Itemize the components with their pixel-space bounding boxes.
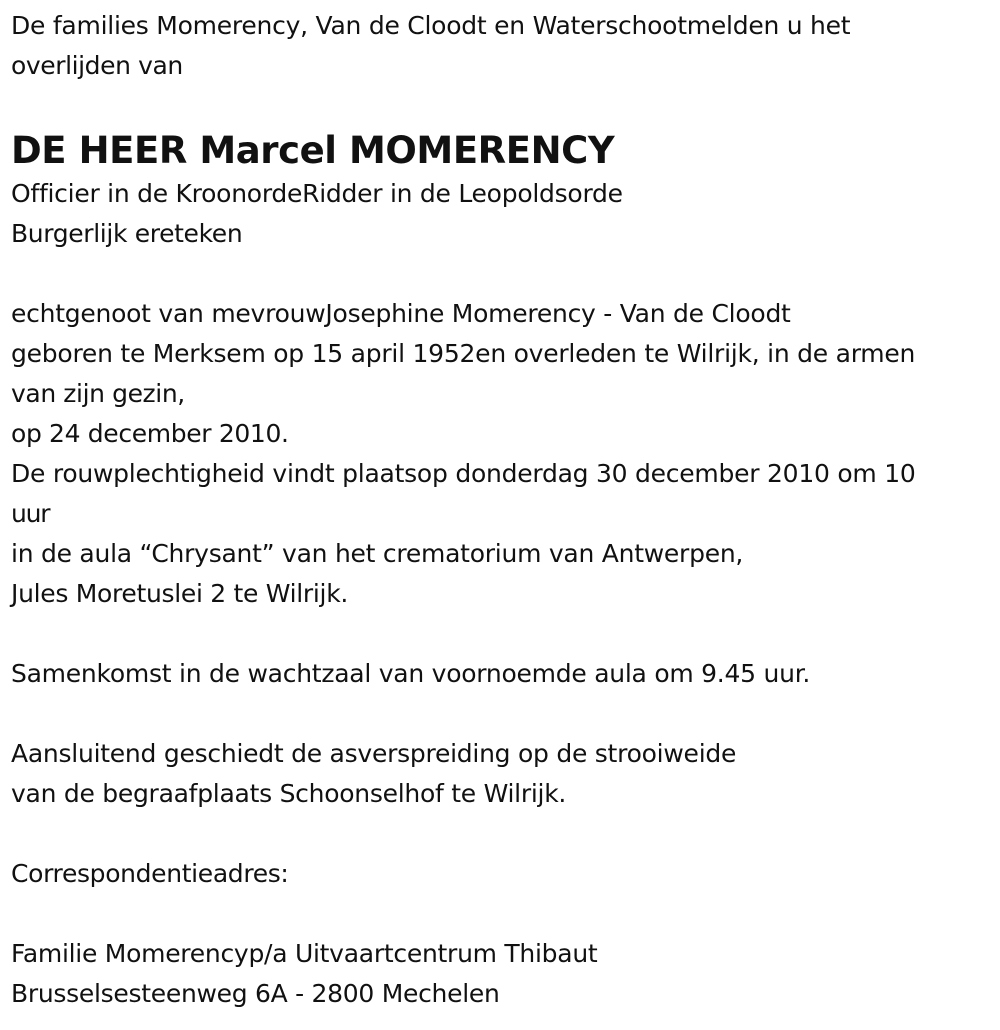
detail-line-3: van zijn gezin, [11, 379, 185, 408]
gathering-line: Samenkomst in de wachtzaal van voornoemde aula om 9.45 uur. [11, 659, 811, 688]
spacer [11, 894, 996, 934]
detail-line-2: geboren te Merksem op 15 april 1952en overleden te Wilrijk, in de armen [11, 339, 916, 368]
deceased-name: DE HEER Marcel MOMERENCY [11, 129, 615, 172]
title-line-2: Burgerlijk ereteken [11, 219, 243, 248]
detail-line-5: De rouwplechtigheid vindt plaatsop donderdag 30 december 2010 om 10 [11, 459, 916, 488]
title-line-1: Officier in de KroonordeRidder in de Leopoldsorde [11, 179, 623, 208]
detail-line-1: echtgenoot van mevrouwJosephine Momerency - Van de Cloodt [11, 299, 791, 328]
detail-line-8: Jules Moretuslei 2 te Wilrijk. [11, 579, 349, 608]
intro-line-1: De families Momerency, Van de Cloodt en Waterschootmelden u het [11, 11, 851, 40]
spacer [11, 254, 996, 294]
scattering-line-2: van de begraafplaats Schoonselhof te Wilrijk. [11, 779, 567, 808]
address-line-1: Familie Momerencyp/a Uitvaartcentrum Thibaut [11, 939, 598, 968]
spacer [11, 814, 996, 854]
detail-line-6: uur [11, 499, 50, 528]
spacer [11, 86, 996, 126]
correspondence-label: Correspondentieadres: [11, 859, 289, 888]
intro-line-2: overlijden van [11, 51, 183, 80]
spacer [11, 694, 996, 734]
address-line-2: Brusselsesteenweg 6A - 2800 Mechelen [11, 979, 500, 1008]
detail-line-4: op 24 december 2010. [11, 419, 289, 448]
scattering-line-1: Aansluitend geschiedt de asverspreiding op de strooiweide [11, 739, 737, 768]
detail-line-7: in de aula “Chrysant” van het crematorium van Antwerpen, [11, 539, 744, 568]
obituary-notice [11, 6, 996, 1014]
spacer [11, 614, 996, 654]
